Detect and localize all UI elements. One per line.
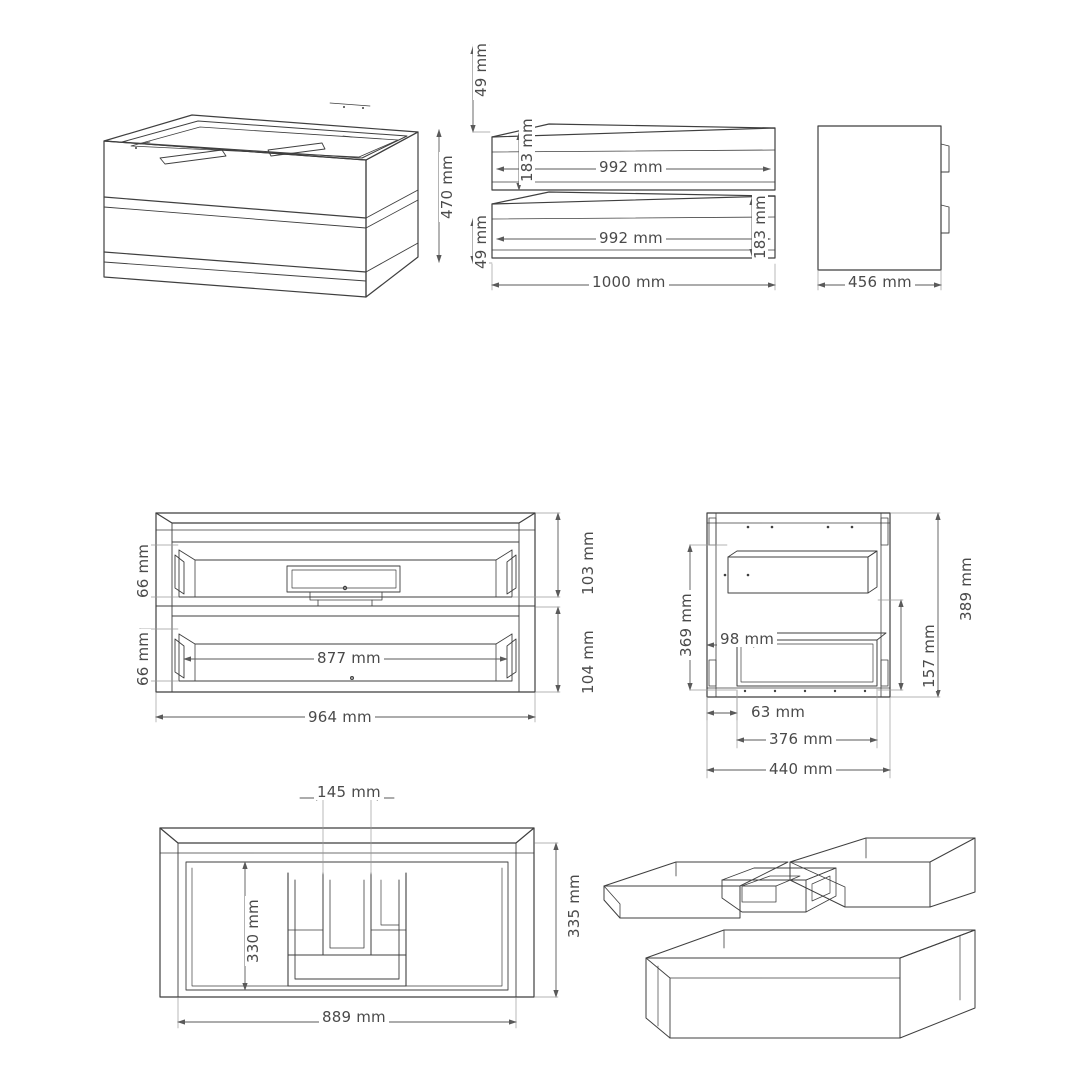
dim-889: 889 mm: [319, 1009, 389, 1025]
dim-470: 470 mm: [439, 152, 455, 222]
dim-49-bot: 49 mm: [473, 212, 489, 272]
dim-440: 440 mm: [766, 761, 836, 777]
dim-369: 369 mm: [678, 590, 694, 660]
view-side-elevation: [818, 126, 949, 290]
dim-145: 145 mm: [314, 784, 384, 800]
dim-104: 104 mm: [580, 627, 596, 697]
dim-456: 456 mm: [845, 274, 915, 290]
dim-376: 376 mm: [766, 731, 836, 747]
view-front-open: [140, 513, 560, 722]
dim-335: 335 mm: [566, 871, 582, 941]
dim-49-top: 49 mm: [473, 40, 489, 100]
dim-992-top: 992 mm: [596, 159, 666, 175]
dim-63: 63 mm: [748, 704, 808, 720]
dim-66-bot: 66 mm: [135, 629, 151, 689]
dim-98: 98 mm: [717, 631, 777, 647]
dim-183-top: 183 mm: [519, 115, 535, 185]
dim-183-bot: 183 mm: [752, 192, 768, 262]
view-iso-closed: [104, 103, 418, 297]
dim-330: 330 mm: [245, 896, 261, 966]
dim-66-top: 66 mm: [135, 541, 151, 601]
dim-964: 964 mm: [305, 709, 375, 725]
dim-1000: 1000 mm: [589, 274, 669, 290]
dim-877: 877 mm: [314, 650, 384, 666]
view-top-plan: [160, 790, 558, 1028]
dim-389: 389 mm: [958, 554, 974, 624]
view-iso-exploded: [604, 838, 975, 1038]
dim-992-bot: 992 mm: [596, 230, 666, 246]
dim-103: 103 mm: [580, 528, 596, 598]
dim-157: 157 mm: [921, 621, 937, 691]
